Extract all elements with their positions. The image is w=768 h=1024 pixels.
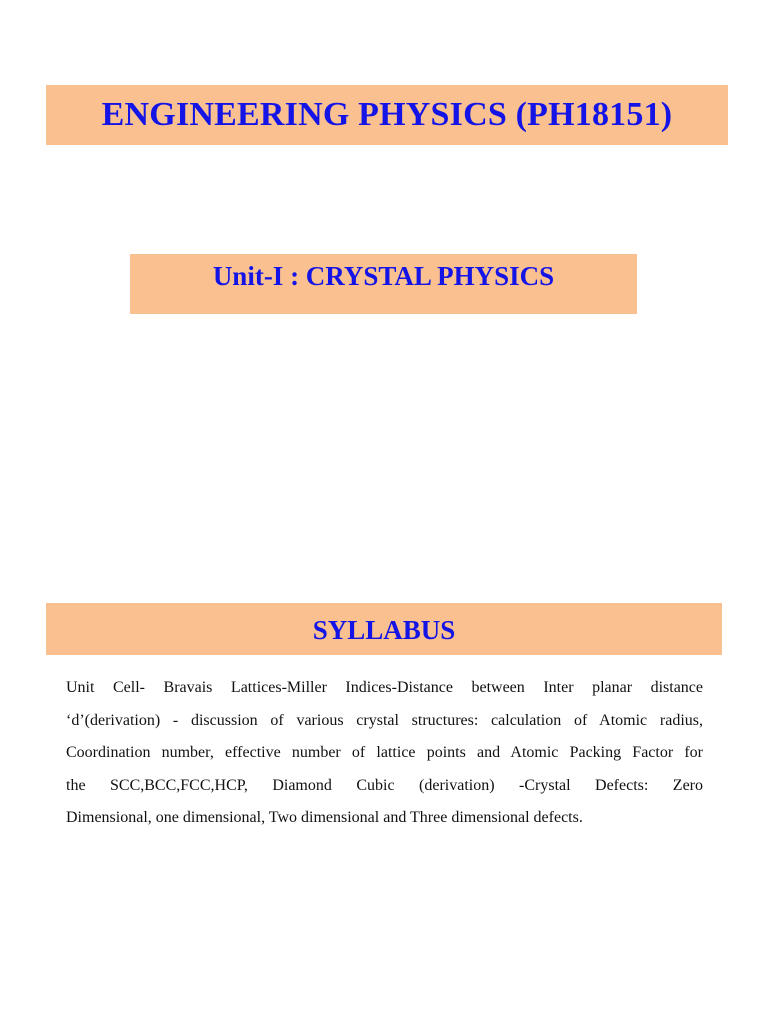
unit-heading: Unit-I : CRYSTAL PHYSICS <box>212 260 555 291</box>
syllabus-line: the SCC,BCC,FCC,HCP, Diamond Cubic (derivation) -Crystal Defects: Zero <box>66 776 703 794</box>
document-title: ENGINEERING PHYSICS (PH18151) <box>101 96 673 133</box>
syllabus-line: ‘d’(derivation) - discussion of various crystal structures: calculation of Atomic radius, <box>66 711 703 729</box>
syllabus-heading: SYLLABUS <box>312 614 456 645</box>
syllabus-line: Dimensional, one dimensional, Two dimensional and Three dimensional defects. <box>66 809 583 826</box>
syllabus-banner <box>46 603 722 655</box>
unit-banner <box>130 254 637 314</box>
title-banner <box>46 85 728 145</box>
syllabus-line: Coordination number, effective number of lattice points and Atomic Packing Factor for <box>66 744 703 761</box>
syllabus-paragraph <box>66 672 703 835</box>
syllabus-line: Unit Cell- Bravais Lattices-Miller Indices-Distance between Inter planar distance <box>66 679 703 696</box>
